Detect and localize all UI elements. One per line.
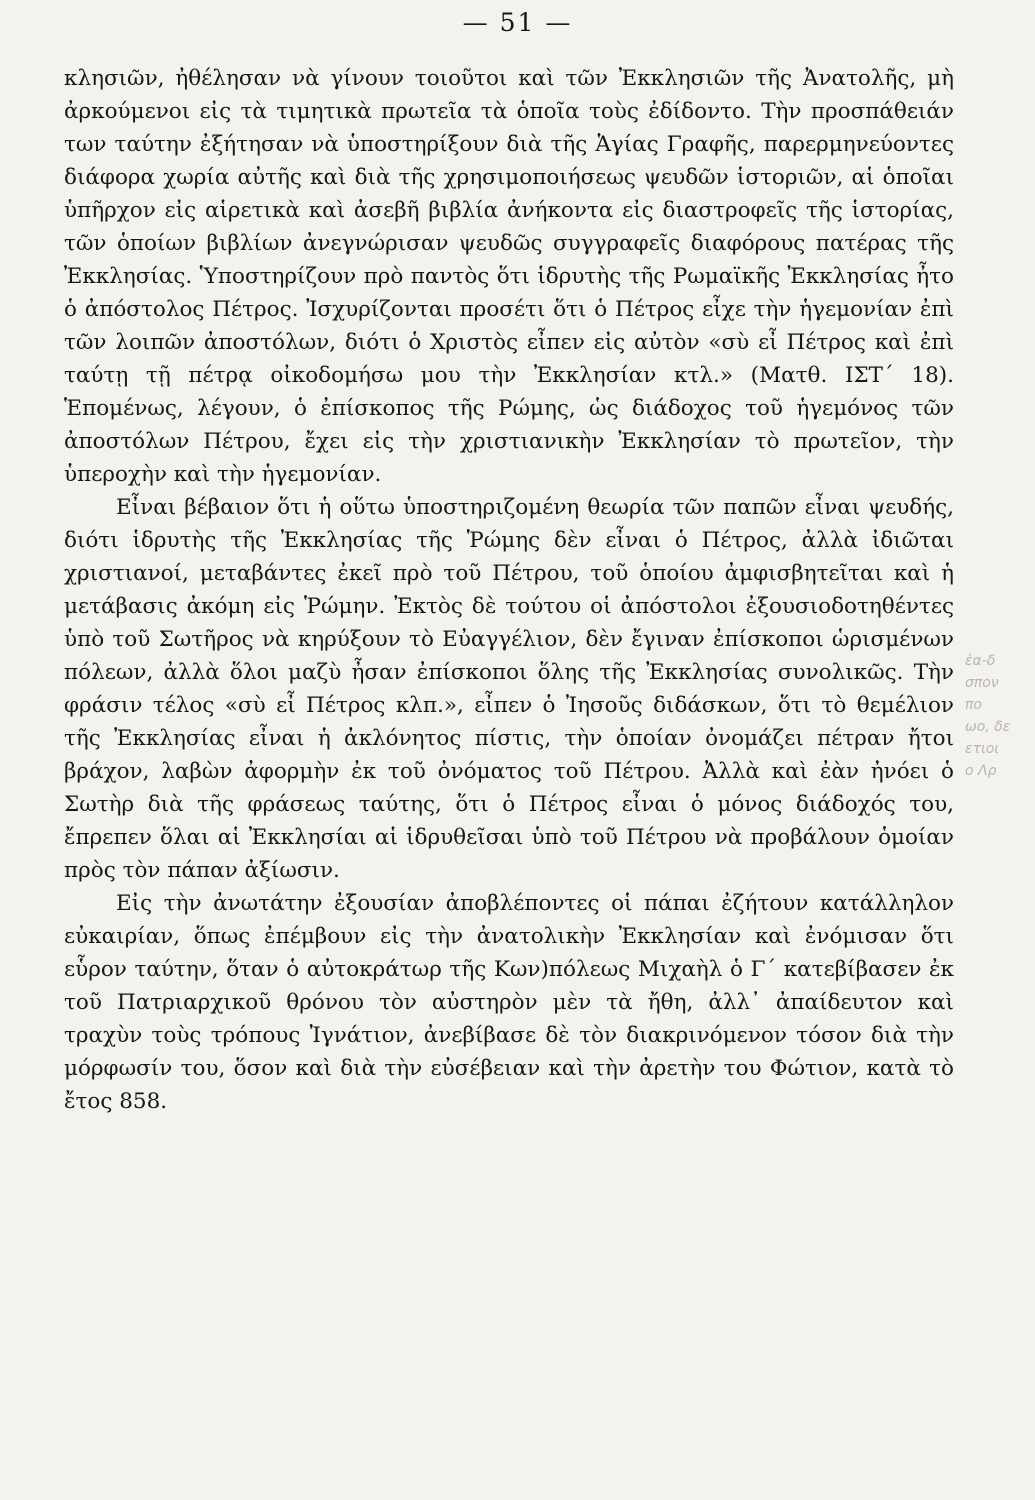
margin-note-line: πο bbox=[965, 697, 982, 713]
margin-note-line: σπον bbox=[965, 675, 999, 691]
margin-note-line: ἐα-δ bbox=[965, 653, 996, 669]
margin-note-line: ετιοι bbox=[965, 741, 1000, 757]
paragraph-3: Εἰς τὴν ἀνωτάτην ἐξουσίαν ἀποβλέποντες οἱ πάπαι ἐζήτουν κατάλληλον εὐκαιρίαν, ὅπως ἐπέμβουν εἰς τὴν ἀνατολικὴν Ἐκκλησίαν καὶ ἐνόμισαν ὅτι εὗρον ταύτην, ὅταν ὁ αὐτοκράτωρ τῆς Κων)πόλεως Μιχαὴλ ὁ Γ´ κατεβίβασεν ἐκ τοῦ Πατριαρχικοῦ θρόνου τὸν αὐστηρὸν μὲν τὰ ἤθη, ἀλλ᾽ ἀπαίδευτον καὶ τραχὺν τοὺς τρόπους Ἰγνάτιον, ἀνεβίβασε δὲ τὸν διακρινόμενον τόσον διὰ τὴν μόρφωσίν του, ὅσον καὶ διὰ τὴν εὐσέβειαν καὶ τὴν ἀρετὴν του Φώτιον, κατὰ τὸ ἔτος 858. bbox=[64, 891, 954, 1114]
paragraph-1: κλησιῶν, ἠθέλησαν νὰ γίνουν τοιοῦτοι καὶ τῶν Ἐκκλησιῶν τῆς Ἀνατολῆς, μὴ ἀρκούμενοι εἰς τὰ τιμητικὰ πρωτεῖα τὰ ὁποῖα τοὺς ἐδίδοντο. Τὴν προσπάθειάν των ταύτην ἐξήτησαν νὰ ὑποστηρίξουν διὰ τῆς Ἁγίας Γραφῆς, παρερμηνεύοντες διάφορα χωρία αὐτῆς καὶ διὰ τῆς χρησιμοποιήσεως ψευδῶν ἱστοριῶν, αἱ ὁποῖαι ὑπῆρχον εἰς αἱρετικὰ καὶ ἀσεβῆ βιβλία ἀνήκοντα εἰς διαστροφεῖς τῆς ἱστορίας, τῶν ὁποίων βιβλίων ἀνεγνώρισαν ψευδῶς συγγραφεῖς διαφόρους πατέρας τῆς Ἐκκλησίας. Ὑποστηρίζουν πρὸ παντὸς ὅτι ἱδρυτὴς τῆς Ρωμαϊκῆς Ἐκκλησίας ἦτο ὁ ἀπόστολος Πέτρος. Ἰσχυρίζονται προσέτι ὅτι ὁ Πέτρος εἶχε τὴν ἡγεμονίαν ἐπὶ τῶν λοιπῶν ἀποστόλων, διότι ὁ Χριστὸς εἶπεν εἰς αὐτὸν «σὺ εἶ Πέτρος καὶ ἐπὶ ταύτῃ τῇ πέτρᾳ οἰκοδομήσω μου τὴν Ἐκκλησίαν κτλ.» (Ματθ. ΙΣΤ´ 18). Ἑπομένως, λέγουν, ὁ ἐπίσκοπος τῆς Ρώμης, ὡς διάδοχος τοῦ ἡγεμόνος τῶν ἀποστόλων Πέτρου, ἔχει εἰς τὴν χριστιανικὴν Ἐκκλησίαν τὸ πρωτεῖον, τὴν ὑπεροχὴν καὶ τὴν ἡγεμονίαν. bbox=[64, 66, 954, 487]
margin-note-line: ωο, δε bbox=[965, 719, 1011, 735]
page-number: — 51 — bbox=[462, 8, 573, 37]
handwritten-margin-note bbox=[965, 650, 1035, 782]
paragraph-2: Εἶναι βέβαιον ὅτι ἡ οὕτω ὑποστηριζομένη θεωρία τῶν παπῶν εἶναι ψευδής, διότι ἱδρυτὴς τῆς Ἐκκλησίας τῆς Ῥώμης δὲν εἶναι ὁ Πέτρος, ἀλλὰ ἰδιῶται χριστιανοί, μεταβάντες ἐκεῖ πρὸ τοῦ Πέτρου, τοῦ ὁποίου ἀμφισβητεῖται καὶ ἡ μετάβασις ἀκόμη εἰς Ῥώμην. Ἐκτὸς δὲ τούτου οἱ ἀπόστολοι ἐξουσιοδοτηθέντες ὑπὸ τοῦ Σωτῆρος νὰ κηρύξουν τὸ Εὐαγγέλιον, δὲν ἔγιναν ἐπίσκοποι ὡρισμένων πόλεων, ἀλλὰ ὅλοι μαζὺ ἦσαν ἐπίσκοποι ὅλης τῆς Ἐκκλησίας συνολικῶς. Τὴν φράσιν τέλος «σὺ εἶ Πέτρος κλπ.», εἶπεν ὁ Ἰησοῦς διδάσκων, ὅτι τὸ θεμέλιον τῆς Ἐκκλησίας εἶναι ἡ ἀκλόνητος πίστις, τὴν ὁποίαν ὀνομάζει πέτραν ἤτοι βράχον, λαβὼν ἀφορμὴν ἐκ τοῦ ὀνόματος τοῦ Πέτρου. Ἀλλὰ καὶ ἐὰν ἠνόει ὁ Σωτὴρ διὰ τῆς φράσεως ταύτης, ὅτι ὁ Πέτρος εἶναι ὁ μόνος διάδοχός του, ἔπρεπεν ὅλαι αἱ Ἐκκλησίαι αἱ ἱδρυθεῖσαι ὑπὸ τοῦ Πέτρου νὰ προβάλουν ὁμοίαν πρὸς τὸν πάπαν ἀξίωσιν. bbox=[64, 495, 954, 883]
margin-note-line: ο Λρ bbox=[965, 763, 997, 779]
body-text bbox=[64, 62, 954, 1118]
